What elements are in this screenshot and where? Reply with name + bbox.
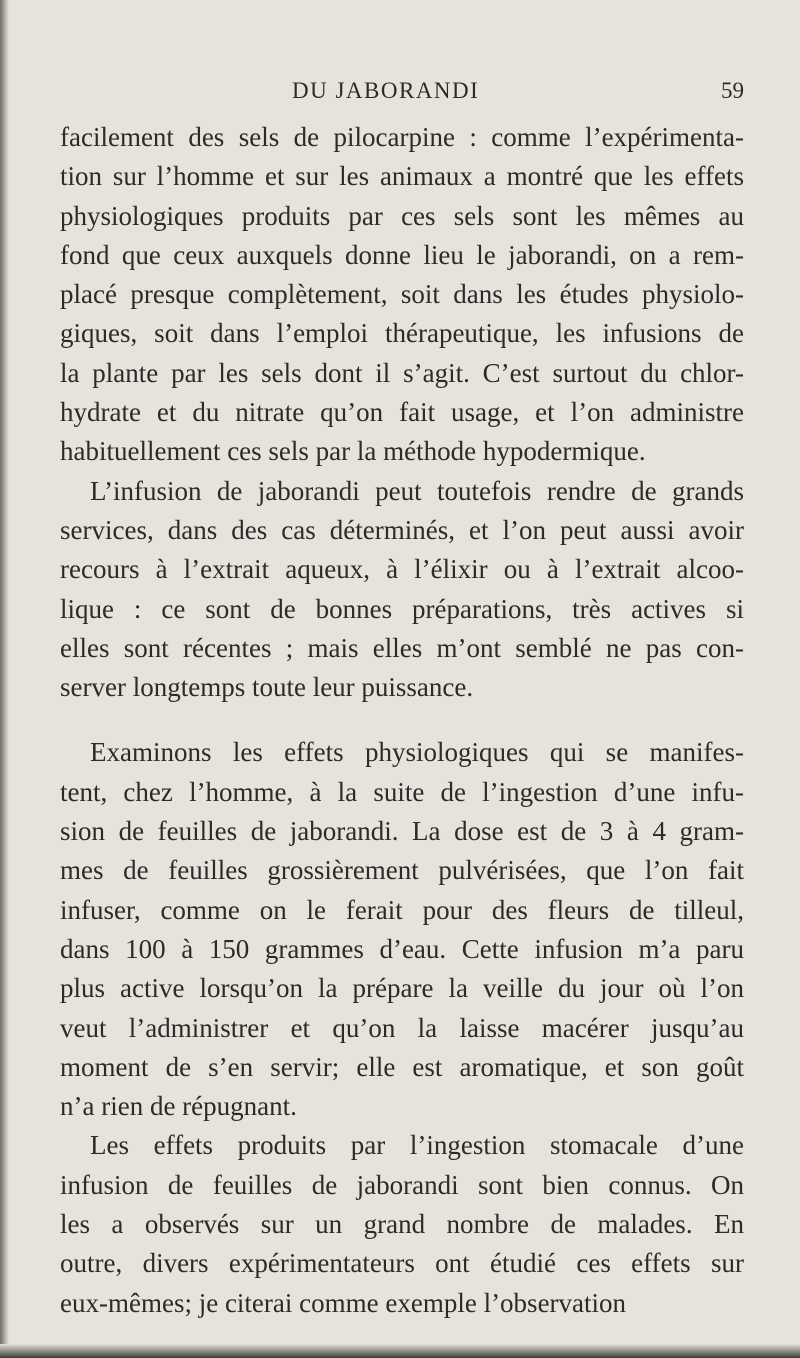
text-line: infuser, comme on le ferait pour des fleurs de tilleul,	[60, 894, 744, 925]
paragraph	[60, 118, 744, 472]
page-bottom-edge	[0, 1344, 800, 1358]
page-spine-shadow	[0, 0, 9, 1358]
text-line: facilement des sels de pilocarpine : comme l’expérimenta-	[60, 122, 744, 152]
text-line: la plante par les sels dont il s’agit. C’est surtout du chlor-	[60, 357, 744, 388]
text-line: tion sur l’homme et sur les animaux a montré que les effets	[60, 161, 744, 192]
running-head	[60, 78, 744, 108]
text-line: elles sont récentes ; mais elles m’ont semblé ne pas con-	[60, 632, 744, 663]
text-line: server longtemps toute leur puissance.	[60, 672, 474, 703]
text-line: plus active lorsqu’on la prépare la veille du jour où l’on	[60, 973, 744, 1004]
text-line: infusion de feuilles de jaborandi sont bien connus. On	[60, 1169, 744, 1200]
text-line: giques, soit dans l’emploi thérapeutique, les infusions de	[60, 318, 744, 349]
text-line: eux-mêmes; je citerai comme exemple l’observation	[60, 1287, 627, 1318]
text-line: n’a rien de répugnant.	[60, 1091, 297, 1122]
text-line: tent, chez l’homme, à la suite de l’ingestion d’une infu-	[60, 776, 744, 807]
text-line: veut l’administrer et qu’on la laisse macérer jusqu’au	[60, 1012, 744, 1043]
text-line: lique : ce sont de bonnes préparations, très actives si	[60, 593, 744, 624]
paragraph-gap	[60, 707, 744, 733]
text-line: Les effets produits par l’ingestion stomacale d’une	[90, 1130, 744, 1161]
text-line: sion de feuilles de jaborandi. La dose est de 3 à 4 gram-	[60, 816, 744, 847]
text-line: les a observés sur un grand nombre de malades. En	[60, 1209, 744, 1240]
text-line: placé presque complètement, soit dans les études physiolo-	[60, 279, 744, 310]
paragraph	[60, 733, 744, 1126]
text-line: outre, divers expérimentateurs ont étudié ces effets sur	[60, 1248, 744, 1279]
text-line: habituellement ces sels par la méthode hypodermique.	[60, 436, 646, 467]
text-line: mes de feuilles grossièrement pulvérisées, que l’on fait	[60, 855, 744, 886]
text-line: physiologiques produits par ces sels sont les mêmes au	[60, 200, 744, 231]
page-number: 59	[721, 78, 744, 103]
text-line: fond que ceux auxquels donne lieu le jaborandi, on a rem-	[60, 239, 744, 270]
text-line: Examinons les effets physiologiques qui se manifes-	[90, 737, 744, 768]
text-line: dans 100 à 150 grammes d’eau. Cette infusion m’a paru	[60, 933, 744, 964]
text-line: hydrate et du nitrate qu’on fait usage, et l’on administre	[60, 397, 744, 428]
text-line: moment de s’en servir; elle est aromatique, et son goût	[60, 1051, 744, 1082]
text-line: recours à l’extrait aqueux, à l’élixir ou à l’extrait alcoo-	[60, 554, 744, 585]
running-title: DU JABORANDI	[292, 78, 480, 103]
text-line: L’infusion de jaborandi peut toutefois rendre de grands	[90, 475, 744, 506]
text-line: services, dans des cas déterminés, et l’on peut aussi avoir	[60, 514, 744, 545]
paragraph	[60, 472, 744, 708]
body-text	[60, 118, 744, 1323]
paragraph	[60, 1126, 744, 1322]
